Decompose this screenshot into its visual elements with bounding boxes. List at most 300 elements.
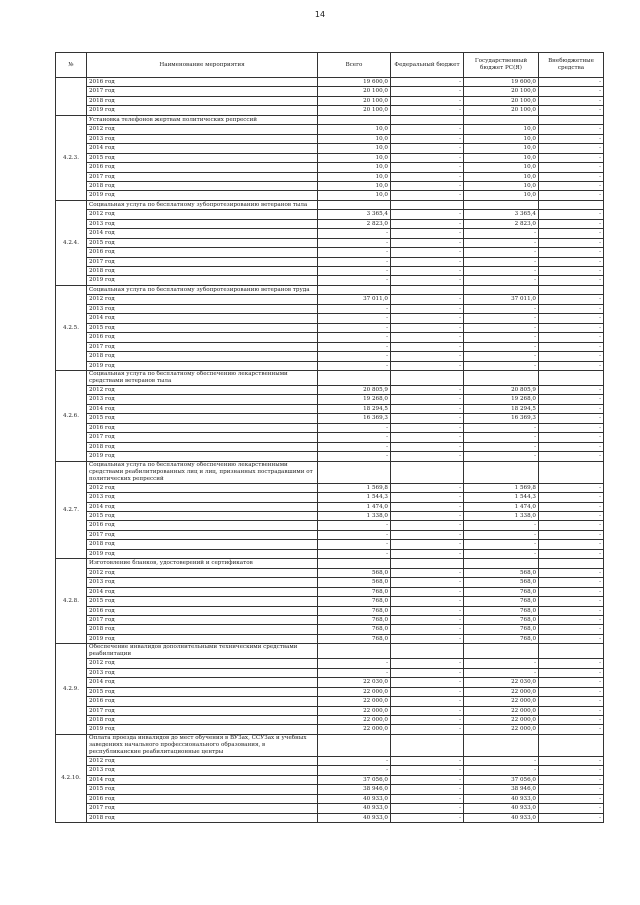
state-cell: - (464, 521, 539, 530)
federal-cell: - (391, 502, 464, 511)
other-cell: - (539, 578, 604, 587)
other-cell: - (539, 134, 604, 143)
state-cell: 18 294,5 (464, 404, 539, 413)
state-cell: 10,0 (464, 191, 539, 200)
federal-cell: - (391, 433, 464, 442)
total-cell: 768,0 (318, 606, 391, 615)
federal-cell: - (391, 540, 464, 549)
table-row (56, 323, 604, 332)
year-cell: 2016 год (87, 794, 318, 803)
section-title: Социальная услуга по бесплатному зубопротезированию ветеранов труда (87, 285, 318, 294)
other-cell: - (539, 615, 604, 624)
total-cell: 1 338,0 (318, 511, 391, 520)
state-cell: 40 933,0 (464, 804, 539, 813)
state-cell: - (464, 304, 539, 313)
table-row (56, 342, 604, 351)
total-cell: 18 294,5 (318, 404, 391, 413)
year-cell: 2012 год (87, 125, 318, 134)
total-cell: 10,0 (318, 191, 391, 200)
federal-cell: - (391, 352, 464, 361)
table-row (56, 578, 604, 587)
total-cell: 768,0 (318, 587, 391, 596)
empty-cell (539, 200, 604, 209)
state-cell: 10,0 (464, 153, 539, 162)
federal-cell: - (391, 725, 464, 734)
year-cell: 2015 год (87, 238, 318, 247)
year-cell: 2017 год (87, 87, 318, 96)
state-cell: 10,0 (464, 125, 539, 134)
year-cell: 2014 год (87, 502, 318, 511)
year-cell: 2018 год (87, 540, 318, 549)
section-title-row (56, 644, 604, 659)
year-cell: 2019 год (87, 191, 318, 200)
federal-cell: - (391, 134, 464, 143)
empty-cell (318, 461, 391, 483)
other-cell: - (539, 716, 604, 725)
empty-cell (539, 734, 604, 756)
year-cell: 2016 год (87, 78, 318, 87)
empty-cell (539, 285, 604, 294)
other-cell: - (539, 423, 604, 432)
state-cell: - (464, 276, 539, 285)
state-cell: 16 369,3 (464, 414, 539, 423)
other-cell: - (539, 352, 604, 361)
state-cell: 37 056,0 (464, 775, 539, 784)
table-row (56, 96, 604, 105)
total-cell: - (318, 766, 391, 775)
budget-table (55, 52, 604, 823)
other-cell: - (539, 540, 604, 549)
total-cell: - (318, 342, 391, 351)
section-title: Обеспечение инвалидов дополнительными техническими средствами реабилитации (87, 644, 318, 659)
section-title: Изготовление бланков, удостоверений и сертификатов (87, 559, 318, 568)
other-cell: - (539, 483, 604, 492)
state-cell: - (464, 267, 539, 276)
year-cell: 2019 год (87, 549, 318, 558)
year-cell: 2014 год (87, 775, 318, 784)
other-cell: - (539, 794, 604, 803)
section-code: 4.2.6. (56, 371, 87, 462)
table-row (56, 191, 604, 200)
federal-cell: - (391, 521, 464, 530)
year-cell: 2018 год (87, 813, 318, 822)
other-cell: - (539, 530, 604, 539)
other-cell: - (539, 597, 604, 606)
table-row (56, 568, 604, 577)
table-row (56, 229, 604, 238)
total-cell: 20 805,9 (318, 386, 391, 395)
section-title-row (56, 461, 604, 483)
other-cell: - (539, 502, 604, 511)
federal-cell: - (391, 172, 464, 181)
other-cell: - (539, 219, 604, 228)
total-cell: 20 100,0 (318, 87, 391, 96)
other-cell: - (539, 521, 604, 530)
other-cell: - (539, 342, 604, 351)
empty-cell (539, 644, 604, 659)
section-code (56, 78, 87, 116)
year-cell: 2018 год (87, 181, 318, 190)
year-cell: 2017 год (87, 257, 318, 266)
year-cell: 2017 год (87, 342, 318, 351)
year-cell: 2013 год (87, 219, 318, 228)
section-title-row (56, 285, 604, 294)
table-row (56, 483, 604, 492)
state-cell: - (464, 766, 539, 775)
federal-cell: - (391, 342, 464, 351)
year-cell: 2015 год (87, 153, 318, 162)
table-row (56, 540, 604, 549)
other-cell: - (539, 395, 604, 404)
other-cell: - (539, 333, 604, 342)
empty-cell (318, 371, 391, 386)
state-cell: 20 100,0 (464, 96, 539, 105)
table-row (56, 87, 604, 96)
year-cell: 2015 год (87, 687, 318, 696)
other-cell: - (539, 678, 604, 687)
table-row (56, 521, 604, 530)
federal-cell: - (391, 549, 464, 558)
section-code: 4.2.5. (56, 285, 87, 370)
table-row (56, 813, 604, 822)
empty-cell (464, 200, 539, 209)
empty-cell (391, 285, 464, 294)
other-cell: - (539, 587, 604, 596)
total-cell: - (318, 361, 391, 370)
total-cell: 3 365,4 (318, 210, 391, 219)
year-cell: 2013 год (87, 134, 318, 143)
total-cell: 20 100,0 (318, 106, 391, 115)
federal-cell: - (391, 668, 464, 677)
year-cell: 2015 год (87, 511, 318, 520)
other-cell: - (539, 414, 604, 423)
total-cell: 10,0 (318, 163, 391, 172)
table-row (56, 775, 604, 784)
empty-cell (391, 461, 464, 483)
other-cell: - (539, 323, 604, 332)
table-row (56, 304, 604, 313)
empty-cell (318, 559, 391, 568)
federal-cell: - (391, 775, 464, 784)
federal-cell: - (391, 756, 464, 765)
total-cell: 22 000,0 (318, 716, 391, 725)
total-cell: 19 600,0 (318, 78, 391, 87)
total-cell: - (318, 530, 391, 539)
section-code: 4.2.4. (56, 200, 87, 285)
federal-cell: - (391, 606, 464, 615)
other-cell: - (539, 386, 604, 395)
empty-cell (391, 559, 464, 568)
other-cell: - (539, 191, 604, 200)
header-total: Всего (318, 53, 391, 78)
federal-cell: - (391, 295, 464, 304)
total-cell: - (318, 333, 391, 342)
empty-cell (539, 559, 604, 568)
section-title-row (56, 559, 604, 568)
year-cell: 2019 год (87, 361, 318, 370)
other-cell: - (539, 314, 604, 323)
section-code: 4.2.10. (56, 734, 87, 822)
total-cell: - (318, 423, 391, 432)
other-cell: - (539, 361, 604, 370)
federal-cell: - (391, 210, 464, 219)
state-cell: 768,0 (464, 615, 539, 624)
year-cell: 2016 год (87, 521, 318, 530)
table-row (56, 697, 604, 706)
state-cell: - (464, 442, 539, 451)
total-cell: 568,0 (318, 578, 391, 587)
state-cell: 1 569,8 (464, 483, 539, 492)
total-cell: - (318, 521, 391, 530)
empty-cell (318, 644, 391, 659)
year-cell: 2013 год (87, 766, 318, 775)
federal-cell: - (391, 191, 464, 200)
state-cell: - (464, 423, 539, 432)
table-row (56, 511, 604, 520)
federal-cell: - (391, 314, 464, 323)
total-cell: 1 569,8 (318, 483, 391, 492)
state-cell: 20 805,9 (464, 386, 539, 395)
federal-cell: - (391, 78, 464, 87)
federal-cell: - (391, 87, 464, 96)
table-row (56, 659, 604, 668)
other-cell: - (539, 210, 604, 219)
federal-cell: - (391, 578, 464, 587)
year-cell: 2018 год (87, 716, 318, 725)
state-cell: 568,0 (464, 568, 539, 577)
empty-cell (318, 200, 391, 209)
year-cell: 2019 год (87, 452, 318, 461)
state-cell: 1 474,0 (464, 502, 539, 511)
table-row (56, 395, 604, 404)
empty-cell (539, 461, 604, 483)
table-row (56, 706, 604, 715)
federal-cell: - (391, 248, 464, 257)
table-row (56, 668, 604, 677)
total-cell: 37 056,0 (318, 775, 391, 784)
year-cell: 2014 год (87, 678, 318, 687)
total-cell: - (318, 229, 391, 238)
section-code: 4.2.9. (56, 644, 87, 735)
federal-cell: - (391, 678, 464, 687)
table-row (56, 78, 604, 87)
state-cell: 22 000,0 (464, 716, 539, 725)
other-cell: - (539, 549, 604, 558)
state-cell: 19 268,0 (464, 395, 539, 404)
federal-cell: - (391, 511, 464, 520)
state-cell: 2 823,0 (464, 219, 539, 228)
year-cell: 2019 год (87, 106, 318, 115)
total-cell: 10,0 (318, 144, 391, 153)
other-cell: - (539, 511, 604, 520)
table-body (56, 78, 604, 823)
federal-cell: - (391, 634, 464, 643)
federal-cell: - (391, 483, 464, 492)
state-cell: - (464, 314, 539, 323)
total-cell: - (318, 352, 391, 361)
state-cell: 768,0 (464, 606, 539, 615)
state-cell: 22 000,0 (464, 706, 539, 715)
other-cell: - (539, 404, 604, 413)
section-title-row (56, 200, 604, 209)
empty-cell (391, 644, 464, 659)
other-cell: - (539, 668, 604, 677)
table-row (56, 625, 604, 634)
year-cell: 2019 год (87, 725, 318, 734)
table-row (56, 333, 604, 342)
other-cell: - (539, 78, 604, 87)
table-row (56, 587, 604, 596)
year-cell: 2018 год (87, 96, 318, 105)
table-row (56, 502, 604, 511)
table-row (56, 163, 604, 172)
state-cell: 40 933,0 (464, 813, 539, 822)
other-cell: - (539, 267, 604, 276)
total-cell: 40 933,0 (318, 794, 391, 803)
total-cell: 768,0 (318, 625, 391, 634)
state-cell: - (464, 248, 539, 257)
table-row (56, 493, 604, 502)
empty-cell (318, 115, 391, 124)
header-federal: Федеральный бюджет (391, 53, 464, 78)
state-cell: 37 011,0 (464, 295, 539, 304)
year-cell: 2013 год (87, 668, 318, 677)
total-cell: 22 030,0 (318, 678, 391, 687)
empty-cell (464, 115, 539, 124)
federal-cell: - (391, 615, 464, 624)
year-cell: 2014 год (87, 229, 318, 238)
state-cell: - (464, 238, 539, 247)
total-cell: - (318, 442, 391, 451)
other-cell: - (539, 96, 604, 105)
year-cell: 2015 год (87, 785, 318, 794)
total-cell: 768,0 (318, 597, 391, 606)
total-cell: 22 000,0 (318, 687, 391, 696)
state-cell: - (464, 352, 539, 361)
federal-cell: - (391, 766, 464, 775)
other-cell: - (539, 304, 604, 313)
federal-cell: - (391, 181, 464, 190)
table-row (56, 794, 604, 803)
federal-cell: - (391, 153, 464, 162)
other-cell: - (539, 433, 604, 442)
other-cell: - (539, 144, 604, 153)
federal-cell: - (391, 493, 464, 502)
federal-cell: - (391, 276, 464, 285)
table-row (56, 386, 604, 395)
state-cell: 20 100,0 (464, 106, 539, 115)
table-row (56, 423, 604, 432)
empty-cell (464, 461, 539, 483)
state-cell: 1 338,0 (464, 511, 539, 520)
federal-cell: - (391, 386, 464, 395)
total-cell: 40 933,0 (318, 804, 391, 813)
year-cell: 2012 год (87, 386, 318, 395)
other-cell: - (539, 276, 604, 285)
state-cell: - (464, 433, 539, 442)
total-cell: 10,0 (318, 153, 391, 162)
federal-cell: - (391, 687, 464, 696)
federal-cell: - (391, 96, 464, 105)
year-cell: 2015 год (87, 597, 318, 606)
empty-cell (391, 115, 464, 124)
other-cell: - (539, 634, 604, 643)
federal-cell: - (391, 706, 464, 715)
table-row (56, 276, 604, 285)
federal-cell: - (391, 144, 464, 153)
table-row (56, 756, 604, 765)
federal-cell: - (391, 304, 464, 313)
year-cell: 2012 год (87, 483, 318, 492)
total-cell: - (318, 257, 391, 266)
federal-cell: - (391, 404, 464, 413)
other-cell: - (539, 687, 604, 696)
header-state: Государственный бюджет РС(Я) (464, 53, 539, 78)
federal-cell: - (391, 597, 464, 606)
total-cell: 22 000,0 (318, 697, 391, 706)
state-cell: 768,0 (464, 597, 539, 606)
federal-cell: - (391, 442, 464, 451)
empty-cell (391, 200, 464, 209)
federal-cell: - (391, 530, 464, 539)
total-cell: 10,0 (318, 172, 391, 181)
state-cell: 768,0 (464, 634, 539, 643)
year-cell: 2014 год (87, 144, 318, 153)
total-cell: 2 823,0 (318, 219, 391, 228)
state-cell: 10,0 (464, 134, 539, 143)
other-cell: - (539, 659, 604, 668)
total-cell: 22 000,0 (318, 706, 391, 715)
table-header-row (56, 53, 604, 78)
state-cell: - (464, 229, 539, 238)
total-cell: - (318, 756, 391, 765)
other-cell: - (539, 775, 604, 784)
state-cell: - (464, 257, 539, 266)
total-cell: 38 946,0 (318, 785, 391, 794)
year-cell: 2017 год (87, 172, 318, 181)
table-row (56, 238, 604, 247)
table-row (56, 267, 604, 276)
year-cell: 2016 год (87, 697, 318, 706)
empty-cell (318, 734, 391, 756)
total-cell: 1 544,3 (318, 493, 391, 502)
federal-cell: - (391, 697, 464, 706)
year-cell: 2018 год (87, 267, 318, 276)
table-row (56, 153, 604, 162)
table-row (56, 442, 604, 451)
state-cell: 568,0 (464, 578, 539, 587)
federal-cell: - (391, 414, 464, 423)
total-cell: - (318, 314, 391, 323)
state-cell: 10,0 (464, 181, 539, 190)
other-cell: - (539, 625, 604, 634)
year-cell: 2012 год (87, 659, 318, 668)
year-cell: 2017 год (87, 706, 318, 715)
federal-cell: - (391, 333, 464, 342)
federal-cell: - (391, 219, 464, 228)
year-cell: 2016 год (87, 163, 318, 172)
state-cell: 22 030,0 (464, 678, 539, 687)
empty-cell (464, 734, 539, 756)
table-row (56, 414, 604, 423)
empty-cell (464, 644, 539, 659)
table-row (56, 134, 604, 143)
year-cell: 2013 год (87, 395, 318, 404)
empty-cell (464, 559, 539, 568)
total-cell: - (318, 323, 391, 332)
table-row (56, 530, 604, 539)
other-cell: - (539, 238, 604, 247)
